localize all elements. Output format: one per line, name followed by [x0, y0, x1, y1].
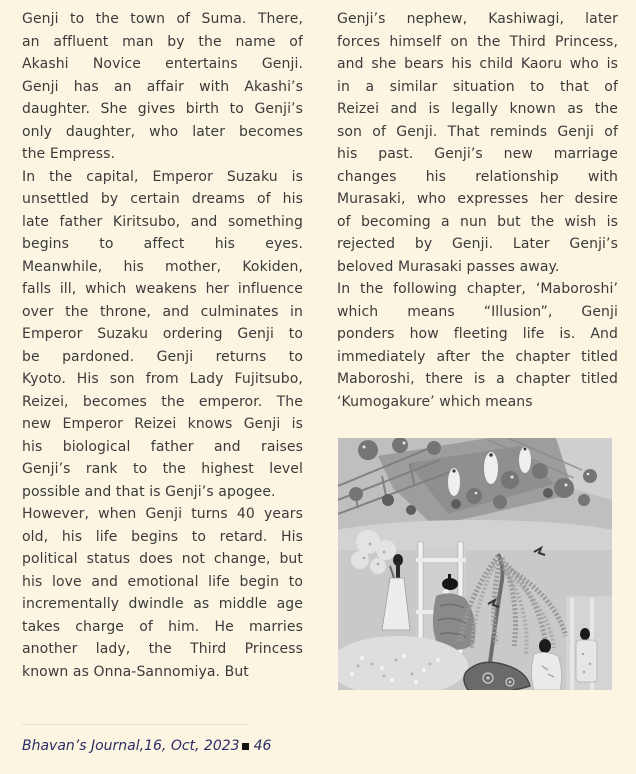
footer-divider: [22, 724, 249, 725]
text-line: the Empress.: [22, 146, 116, 162]
text-line: his biological father and raises: [22, 438, 303, 455]
footer: [22, 724, 582, 754]
paragraph: [337, 278, 618, 413]
text-line: In the capital, Emperor Suzaku is: [22, 168, 303, 185]
text-line: falls ill, which weakens her influence: [22, 281, 303, 297]
text-line: In the following chapter, ‘Maboroshi’: [337, 281, 618, 297]
text-line: changes his relationship with: [337, 168, 618, 185]
journal-citation: [22, 738, 582, 754]
text-line: ‘Kumogakure’ which means: [337, 393, 533, 410]
text-line: Meanwhile, his mother, Kokiden,: [22, 258, 303, 275]
text-line: forces himself on the Third Princess,: [337, 33, 618, 50]
paragraph: [22, 8, 303, 166]
text-line: his love and emotional life begin to: [22, 573, 303, 590]
text-line: However, when Genji turns 40 years: [22, 506, 303, 522]
text-line: Reizei and is legally known as the: [337, 101, 618, 117]
text-line: known as Onna-Sannomiya. But: [22, 663, 249, 680]
text-line: new Emperor Reizei knows Genji is: [22, 416, 303, 432]
text-line: of becoming a nun but the wish is: [337, 213, 618, 230]
text-line: late father Kiritsubo, and something: [22, 213, 303, 230]
text-line: another lady, the Third Princess: [22, 641, 303, 657]
text-line: political status does not change, but: [22, 551, 303, 567]
text-line: immediately after the chapter titled: [337, 348, 618, 365]
paragraph: [337, 8, 618, 278]
text-line: son of Genji. That reminds Genji of: [337, 123, 618, 140]
text-line: only daughter, who later becomes: [22, 123, 303, 140]
text-line: ponders how fleeting life is. And: [337, 326, 618, 342]
text-line: Emperor Suzaku ordering Genji to: [22, 326, 303, 342]
text-line: begins to affect his eyes.: [22, 236, 303, 252]
right-column: [337, 8, 618, 690]
text-line: Genji to the town of Suma. There,: [22, 11, 303, 27]
paragraph: [22, 166, 303, 504]
text-line: his past. Genji’s new marriage: [337, 146, 618, 162]
left-column: [22, 8, 303, 690]
text-line: an affluent man by the name of: [22, 33, 303, 50]
text-line: takes charge of him. He marries: [22, 618, 303, 635]
two-column-text: [22, 8, 618, 690]
genji-painting-illustration: [338, 438, 612, 690]
text-line: Murasaki, who expresses her desire: [337, 191, 618, 207]
citation-text: Bhavan’s Journal,16, Oct, 2023: [22, 738, 240, 754]
text-line: rejected by Genji. Later Genji’s: [337, 236, 618, 252]
text-line: and she bears his child Kaoru who is: [337, 56, 618, 72]
text-line: which means “Illusion”, Genji: [337, 303, 618, 320]
text-line: Reizei, becomes the emperor. The: [22, 393, 303, 410]
text-line: beloved Murasaki passes away.: [337, 258, 560, 275]
text-line: incrementally dwindle as middle age: [22, 596, 303, 612]
text-line: possible and that is Genji’s apogee.: [22, 483, 276, 500]
text-line: be pardoned. Genji returns to: [22, 348, 303, 365]
text-line: over the throne, and culminates in: [22, 303, 303, 320]
text-line: unsettled by certain dreams of his: [22, 191, 303, 207]
text-line: daughter. She gives birth to Genji’s: [22, 101, 303, 117]
text-line: Maboroshi, there is a chapter titled: [337, 371, 618, 387]
text-line: old, his life begins to retard. His: [22, 528, 303, 545]
page-number: 46: [253, 738, 272, 754]
genji-painting: [338, 438, 612, 690]
text-line: in a similar situation to that of: [337, 78, 618, 95]
text-line: Genji has an affair with Akashi’s: [22, 78, 303, 95]
text-line: Genji’s nephew, Kashiwagi, later: [337, 11, 618, 27]
text-line: Kyoto. His son from Lady Fujitsubo,: [22, 371, 303, 387]
text-line: Akashi Novice entertains Genji.: [22, 56, 303, 72]
paragraph: [22, 503, 303, 683]
square-bullet-icon: [242, 743, 249, 750]
text-line: Genji’s rank to the highest level: [22, 461, 303, 477]
right-column-text: [337, 8, 618, 413]
